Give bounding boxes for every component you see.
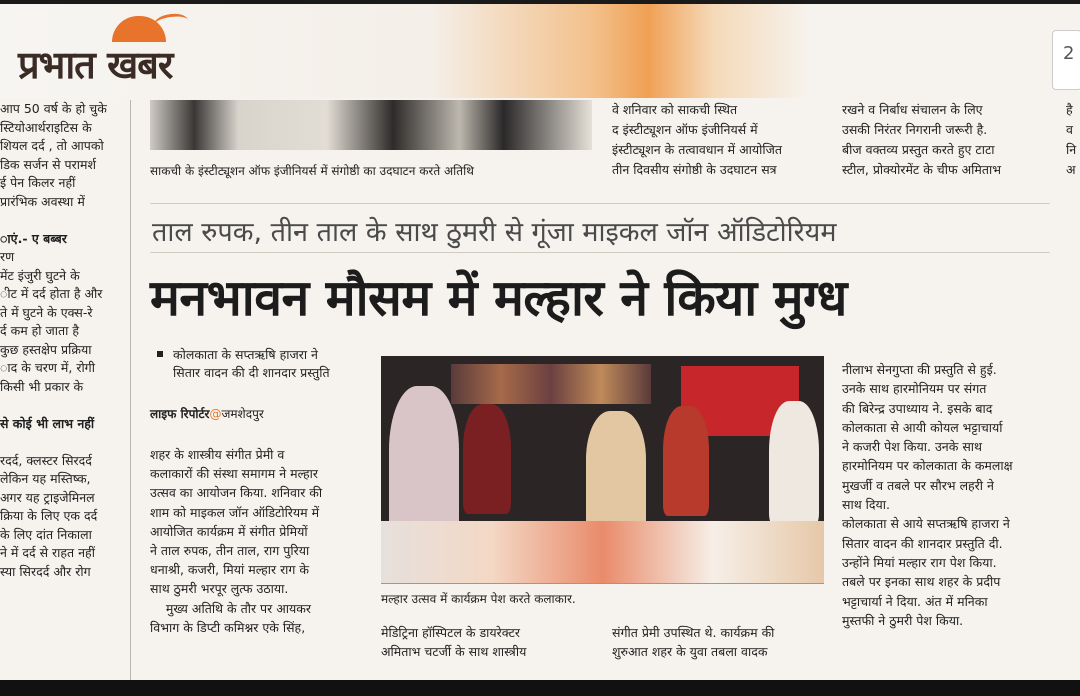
photo-stage bbox=[381, 521, 824, 583]
photo-caption: साकची के इंस्टीट्यूशन ऑफ इंजीनियर्स में संगोष्ठी का उदघाटन करते अतिथि bbox=[150, 164, 474, 178]
left-spacer bbox=[0, 433, 125, 452]
text-line: तबले पर इनका साथ शहर के प्रदीप bbox=[842, 574, 1001, 590]
right-edge-column bbox=[1066, 100, 1080, 180]
text-line: उसकी निरंतर निगरानी जरूरी है. bbox=[842, 122, 988, 137]
text-line: अ bbox=[1066, 162, 1076, 177]
left-spacer bbox=[0, 396, 125, 415]
logo bbox=[14, 14, 276, 88]
divider bbox=[150, 252, 1050, 253]
left-column bbox=[0, 100, 125, 581]
article-headline: मनभावन मौसम में मल्हार ने किया मुग्ध bbox=[150, 269, 847, 327]
article-column-4 bbox=[842, 360, 1054, 630]
left-line: ते में घुटने के एक्स-रे bbox=[0, 304, 93, 320]
top-story-column bbox=[842, 100, 1054, 180]
photo-backdrop bbox=[451, 364, 651, 404]
text-line: रखने व निर्बाध संचालन के लिए bbox=[842, 102, 983, 117]
text-line: मुस्तफी ने ठुमरी पेश किया. bbox=[842, 612, 964, 628]
byline-name: लाइफ रिपोर्टर bbox=[150, 407, 210, 421]
text-line: स्टील, प्रोक्योरमेंट के चीफ अमिताभ bbox=[842, 162, 1001, 177]
text-line: साथ दिया. bbox=[842, 497, 890, 513]
text-line: इंस्टीट्यूशन के तत्वावधान में आयोजित bbox=[612, 142, 782, 157]
photo-caption: मल्हार उत्सव में कार्यक्रम पेश करते कलाकार. bbox=[381, 592, 576, 606]
left-line: के लिए दांत निकाला bbox=[0, 526, 92, 542]
deck-line: सितार वादन की दी शानदार प्रस्तुति bbox=[173, 365, 330, 380]
left-line: कुछ हस्तक्षेप प्रक्रिया bbox=[0, 341, 92, 357]
concert-photo bbox=[381, 356, 824, 583]
text-line: नीलाभ सेनगुप्ता की प्रस्तुति से हुई. bbox=[842, 362, 997, 377]
photo-figure bbox=[769, 401, 819, 526]
left-line: आप 50 वर्ष के हो चुके bbox=[0, 101, 107, 116]
left-line: र्द कम हो जाता है bbox=[0, 323, 79, 338]
byline-at: @ bbox=[209, 407, 222, 421]
left-line: रण bbox=[0, 249, 15, 264]
text-line: शाम को माइकल जॉन ऑडिटोरियम में bbox=[150, 504, 320, 520]
text-line: बीज वक्तव्य प्रस्तुत करते हुए टाटा bbox=[842, 142, 995, 157]
text-line: तीन दिवसीय संगोष्ठी के उदघाटन सत्र bbox=[612, 162, 777, 177]
left-line: अगर यह ट्राइजेमिनल bbox=[0, 489, 95, 505]
logo-text: प्रभात खबर bbox=[18, 43, 173, 87]
text-line: कलाकारों की संस्था समागम ने मल्हार bbox=[150, 466, 318, 482]
left-line: किसी भी प्रकार के bbox=[0, 378, 84, 394]
top-story-column bbox=[612, 100, 824, 180]
byline bbox=[150, 405, 264, 422]
text-line: शहर के शास्त्रीय संगीत प्रेमी व bbox=[150, 447, 285, 462]
article-kicker: ताल रुपक, तीन ताल के साथ ठुमरी से गूंजा माइकल जॉन ऑडिटोरियम bbox=[152, 217, 837, 248]
article-column-2 bbox=[381, 623, 593, 661]
bottom-border bbox=[0, 680, 1080, 696]
text-line: है bbox=[1066, 102, 1073, 117]
left-line: ने में दर्द से राहत नहीं bbox=[0, 545, 95, 560]
text-line: सितार वादन की शानदार प्रस्तुति दी. bbox=[842, 535, 1003, 551]
text-line: की बिरेन्द्र उपाध्याय ने. इसके बाद bbox=[842, 400, 993, 416]
left-line: ीट में दर्द होता है और bbox=[0, 286, 103, 301]
left-line: स्टियोआर्थराइटिस के bbox=[0, 119, 92, 135]
deck-line: कोलकाता के सप्तऋषि हाजरा ने bbox=[173, 347, 318, 362]
text-line: ने कजरी पेश किया. उनके साथ bbox=[842, 439, 982, 455]
text-line: वे शनिवार को साकची स्थित bbox=[612, 102, 738, 117]
photo-figure bbox=[663, 406, 709, 516]
text-line: व bbox=[1066, 122, 1073, 137]
text-line: द इंस्टीट्यूशन ऑफ इंजीनियर्स में bbox=[612, 122, 758, 137]
text-line: ने ताल रुपक, तीन ताल, राग पुरिया bbox=[150, 543, 310, 559]
text-line: मुख्य अतिथि के तौर पर आयकर bbox=[150, 600, 311, 616]
column-divider bbox=[130, 100, 131, 680]
article-deck bbox=[173, 346, 330, 382]
text-line: उनके साथ हारमोनियम पर संगत bbox=[842, 381, 987, 397]
text-line: धनाश्री, कजरी, मियां मल्हार राग के bbox=[150, 562, 310, 578]
article-column-1 bbox=[150, 445, 368, 637]
masthead bbox=[0, 4, 1080, 98]
left-line: रदर्द, क्लस्टर सिरदर्द bbox=[0, 452, 92, 468]
text-line: कोलकाता से आये सप्तऋषि हाजरा ने bbox=[842, 516, 1010, 532]
text-line: शुरुआत शहर के युवा तबला वादक bbox=[612, 644, 768, 659]
text-line: आयोजित कार्यक्रम में संगीत प्रेमियों bbox=[150, 523, 308, 539]
text-line: अमिताभ चटर्जी के साथ शास्त्रीय bbox=[381, 644, 527, 659]
left-line: ाद के चरण में, रोगी bbox=[0, 360, 95, 375]
text-line: नि bbox=[1066, 142, 1077, 157]
left-subhead: ाएं.- ए बब्बर bbox=[0, 230, 67, 246]
left-line: क्रिया के लिए एक दर्द bbox=[0, 508, 98, 523]
text-line: कोलकाता से आयी कोयल भट्टाचार्या bbox=[842, 419, 1003, 435]
photo-figure bbox=[463, 404, 511, 514]
bullet-icon bbox=[157, 351, 163, 357]
photo-divider bbox=[381, 583, 824, 584]
left-line: डिक सर्जन से परामर्श bbox=[0, 156, 96, 172]
event-photo bbox=[150, 100, 592, 150]
text-line: भट्टाचार्या ने दिया. अंत में मनिका bbox=[842, 593, 988, 609]
left-spacer bbox=[0, 211, 125, 230]
text-line: मुखर्जी व तबले पर सौरभ लहरी ने bbox=[842, 477, 994, 493]
left-line: लेकिन यह मस्तिष्क, bbox=[0, 471, 91, 486]
text-line: हारमोनियम पर कोलकाता के कमलाक्ष bbox=[842, 458, 1013, 474]
left-line: ई पेन किलर नहीं bbox=[0, 175, 76, 190]
divider bbox=[150, 203, 1050, 204]
text-line: संगीत प्रेमी उपस्थित थे. कार्यक्रम की bbox=[612, 625, 775, 640]
left-subhead: से कोई भी लाभ नहीं bbox=[0, 415, 95, 431]
text-line: मेडिट्रिना हॉस्पिटल के डायरेक्टर bbox=[381, 625, 520, 640]
text-line: विभाग के डिप्टी कमिश्नर एके सिंह, bbox=[150, 619, 306, 635]
logo-bird-icon bbox=[153, 12, 189, 34]
left-line: शियल दर्द , तो आपको bbox=[0, 138, 104, 153]
article-column-3 bbox=[612, 623, 824, 661]
left-line: स्या सिरदर्द और रोग bbox=[0, 563, 91, 579]
photo-figure bbox=[586, 411, 646, 531]
page-number: 2 bbox=[1052, 30, 1080, 90]
byline-place: जमशेदपुर bbox=[221, 407, 264, 421]
left-line: मेंट इंजुरी घुटने के bbox=[0, 267, 80, 283]
text-line: साथ ठुमरी भरपूर लुत्फ उठाया. bbox=[150, 581, 289, 597]
text-line: उन्होंने मियां मल्हार राग पेश किया. bbox=[842, 554, 997, 570]
left-line: प्रारंभिक अवस्था में bbox=[0, 193, 85, 209]
text-line: उत्सव का आयोजन किया. शनिवार की bbox=[150, 485, 323, 501]
